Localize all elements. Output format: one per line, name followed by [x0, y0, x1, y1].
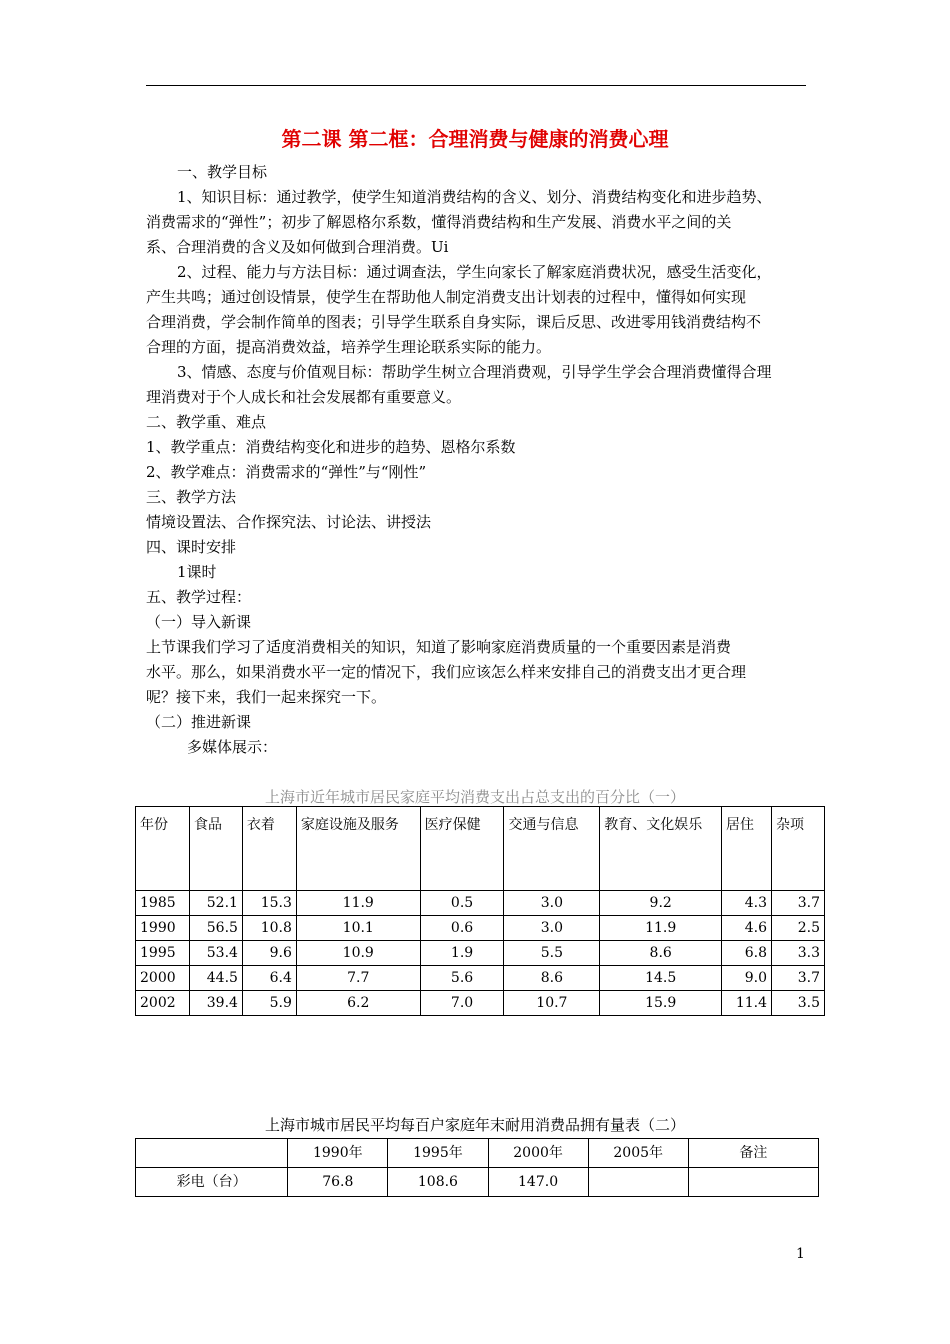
table-row	[136, 991, 825, 1016]
table-header-row	[136, 1139, 819, 1168]
column-header: 居住	[722, 807, 772, 891]
table-cell	[688, 1168, 818, 1197]
table-cell: 1985	[136, 891, 190, 916]
table-cell: 10.8	[242, 916, 296, 941]
table-cell: 4.3	[722, 891, 772, 916]
table-cell: 15.3	[242, 891, 296, 916]
paragraph-line: 多媒体展示：	[187, 738, 278, 756]
column-header: 1995年	[388, 1139, 488, 1168]
paragraph-line: 1、教学重点：消费结构变化和进步的趋势、恩格尔系数	[146, 438, 516, 456]
section-heading: 三、教学方法	[146, 488, 237, 506]
table-cell: 9.2	[600, 891, 722, 916]
table-cell: 1990	[136, 916, 190, 941]
table-cell: 3.5	[772, 991, 825, 1016]
table2-caption: 上海市城市居民平均每百户家庭年末耐用消费品拥有量表（二）	[264, 1116, 685, 1134]
table-cell: 11.4	[722, 991, 772, 1016]
table-header-row	[136, 807, 825, 891]
paragraph-line: 1、知识目标：通过教学，使学生知道消费结构的含义、划分、消费结构变化和进步趋势、	[177, 188, 772, 206]
column-header: 衣着	[242, 807, 296, 891]
table-cell: 5.9	[242, 991, 296, 1016]
column-header: 2000年	[488, 1139, 588, 1168]
column-header: 家庭设施及服务	[296, 807, 420, 891]
column-header	[136, 1139, 288, 1168]
table-cell: 10.7	[504, 991, 600, 1016]
table-cell: 53.4	[189, 941, 242, 966]
table-cell: 7.7	[296, 966, 420, 991]
table-cell: 52.1	[189, 891, 242, 916]
paragraph-line: 理消费对于个人成长和社会发展都有重要意义。	[146, 388, 462, 406]
table-cell: 14.5	[600, 966, 722, 991]
paragraph-line: 3、情感、态度与价值观目标：帮助学生树立合理消费观，引导学生学会合理消费懂得合理	[177, 363, 772, 381]
table-cell: 76.8	[288, 1168, 388, 1197]
paragraph-line: 合理消费，学会制作简单的图表；引导学生联系自身实际，课后反思、改进零用钱消费结构不	[146, 313, 762, 331]
table-cell: 10.1	[296, 916, 420, 941]
page-number: 1	[796, 1246, 805, 1262]
table-cell: 44.5	[189, 966, 242, 991]
table-cell: 108.6	[388, 1168, 488, 1197]
table-cell: 147.0	[488, 1168, 588, 1197]
table-cell: 5.6	[420, 966, 504, 991]
section-heading: 五、教学过程：	[146, 588, 252, 606]
table-cell: 6.4	[242, 966, 296, 991]
paragraph-line: 水平。那么，如果消费水平一定的情况下，我们应该怎么样来安排自己的消费支出才更合理	[146, 663, 747, 681]
table-cell: 7.0	[420, 991, 504, 1016]
table-cell: 3.7	[772, 891, 825, 916]
table-cell: 6.2	[296, 991, 420, 1016]
table-cell: 3.7	[772, 966, 825, 991]
table-cell: 11.9	[600, 916, 722, 941]
paragraph-line: 2、教学难点：消费需求的“弹性”与“刚性”	[146, 463, 427, 481]
table-cell: 8.6	[600, 941, 722, 966]
header-rule	[146, 85, 806, 86]
column-header: 备注	[688, 1139, 818, 1168]
table-row	[136, 916, 825, 941]
table-cell: 0.6	[420, 916, 504, 941]
column-header: 杂项	[772, 807, 825, 891]
table-row	[136, 941, 825, 966]
table-row	[136, 966, 825, 991]
column-header: 教育、文化娱乐	[600, 807, 722, 891]
table1-caption: 上海市近年城市居民家庭平均消费支出占总支出的百分比（一）	[264, 788, 685, 806]
table-cell: 2002	[136, 991, 190, 1016]
table-cell: 15.9	[600, 991, 722, 1016]
table-cell	[588, 1168, 688, 1197]
section-heading: 四、课时安排	[146, 538, 237, 556]
table-cell: 4.6	[722, 916, 772, 941]
subsection-heading: （一）导入新课	[146, 613, 252, 631]
table-cell: 6.8	[722, 941, 772, 966]
table-cell: 1995	[136, 941, 190, 966]
table-row	[136, 1168, 819, 1197]
paragraph-line: 上节课我们学习了适度消费相关的知识，知道了影响家庭消费质量的一个重要因素是消费	[146, 638, 732, 656]
table-cell: 10.9	[296, 941, 420, 966]
table-cell: 0.5	[420, 891, 504, 916]
paragraph-line: 呢？接下来，我们一起来探究一下。	[146, 688, 387, 706]
table-cell: 2000	[136, 966, 190, 991]
paragraph-line: 消费需求的“弹性”；初步了解恩格尔系数，懂得消费结构和生产发展、消费水平之间的关	[146, 213, 732, 231]
table-cell: 9.6	[242, 941, 296, 966]
paragraph-line: 2、过程、能力与方法目标：通过调查法，学生向家长了解家庭消费状况，感受生活变化，	[177, 263, 772, 281]
section-heading: 一、教学目标	[177, 163, 268, 181]
column-header: 交通与信息	[504, 807, 600, 891]
section-heading: 二、教学重、难点	[146, 413, 267, 431]
paragraph-line: 产生共鸣；通过创设情景，使学生在帮助他人制定消费支出计划表的过程中，懂得如何实现	[146, 288, 747, 306]
column-header: 食品	[189, 807, 242, 891]
table-cell: 39.4	[189, 991, 242, 1016]
table-cell: 5.5	[504, 941, 600, 966]
consumption-percentage-table	[135, 806, 825, 1016]
table-cell: 9.0	[722, 966, 772, 991]
column-header: 1990年	[288, 1139, 388, 1168]
paragraph-line: 情境设置法、合作探究法、讨论法、讲授法	[146, 513, 432, 531]
table-cell: 8.6	[504, 966, 600, 991]
paragraph-line: 系、合理消费的含义及如何做到合理消费。Ui	[146, 238, 449, 256]
paragraph-line: 1课时	[177, 563, 217, 581]
table-cell: 3.3	[772, 941, 825, 966]
table-row	[136, 891, 825, 916]
column-header: 年份	[136, 807, 190, 891]
table-cell: 3.0	[504, 891, 600, 916]
paragraph-line: 合理的方面，提高消费效益，培养学生理论联系实际的能力。	[146, 338, 552, 356]
table-cell: 3.0	[504, 916, 600, 941]
column-header: 医疗保健	[420, 807, 504, 891]
table-cell: 56.5	[189, 916, 242, 941]
page-title: 第二课 第二框：合理消费与健康的消费心理	[281, 127, 669, 151]
table-cell: 2.5	[772, 916, 825, 941]
column-header: 2005年	[588, 1139, 688, 1168]
table-cell: 11.9	[296, 891, 420, 916]
table-cell: 彩电（台）	[136, 1168, 288, 1197]
table-cell: 1.9	[420, 941, 504, 966]
durable-goods-table	[135, 1138, 819, 1197]
subsection-heading: （二）推进新课	[146, 713, 252, 731]
